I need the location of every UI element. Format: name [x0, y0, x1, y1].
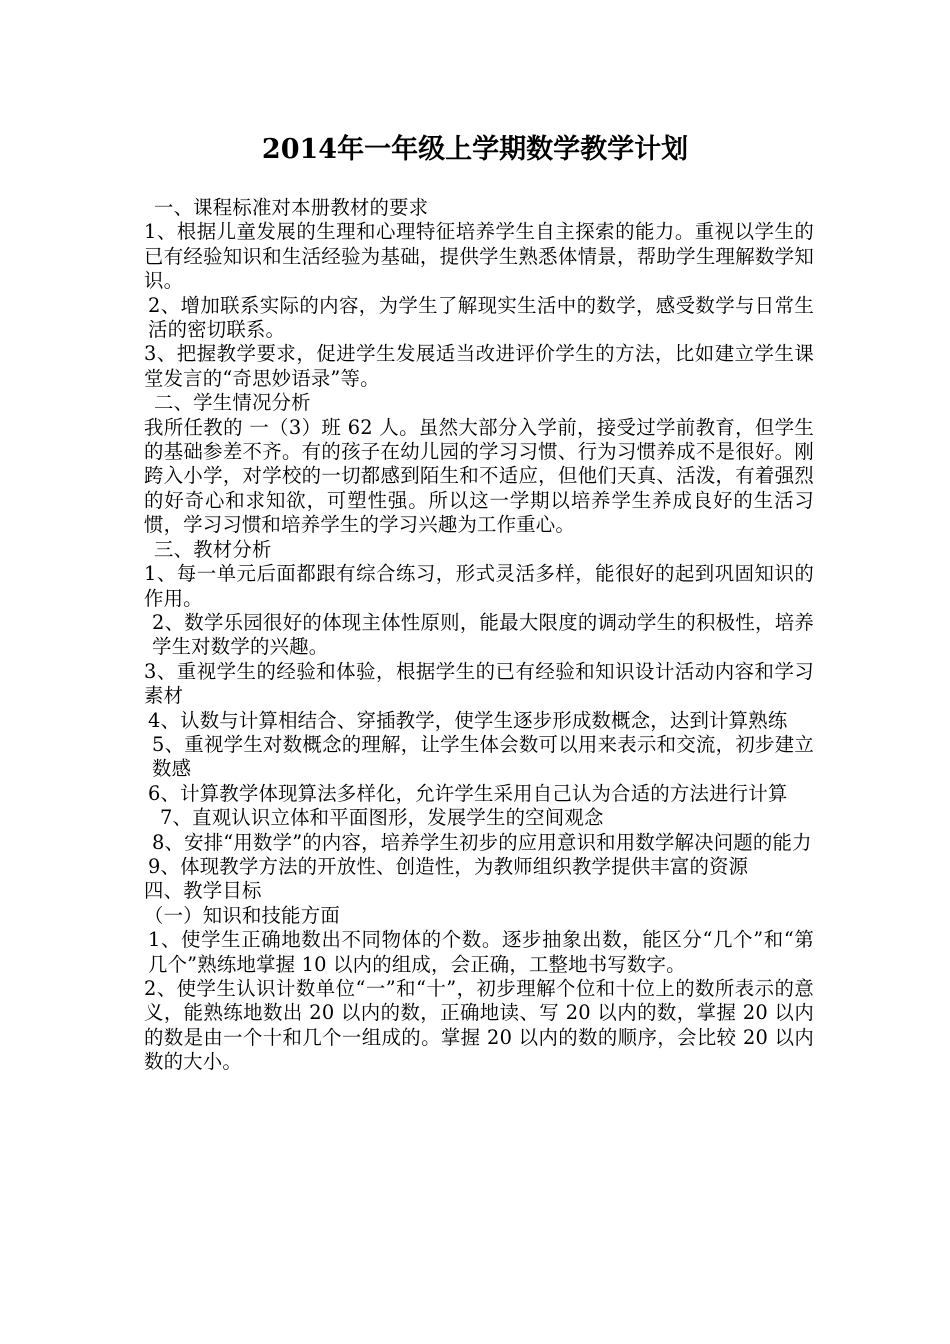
paragraph: 9、体现教学方法的开放性、创造性，为教师组织教学提供丰富的资源: [148, 854, 749, 878]
paragraph: 8、安排“用数学”的内容，培养学生初步的应用意识和用数学解决问题的能力: [152, 830, 812, 854]
paragraph: 4、认数与计算相结合、穿插教学，使学生逐步形成数概念，达到计算熟练: [148, 708, 788, 732]
paragraph: 6、计算教学体现算法多样化，允许学生采用自己认为合适的方法进行计算: [148, 781, 788, 805]
paragraph: 3、把握教学要求，促进学生发展适当改进评价学生的方法，比如建立学生课堂发言的“奇思妙语录”等。: [144, 342, 814, 390]
paragraph: 1、每一单元后面都跟有综合练习，形式灵活多样，能很好的起到巩固知识的作用。: [144, 562, 814, 610]
section-heading-1: 一、课程标准对本册教材的要求: [154, 196, 429, 219]
paragraph: 1、使学生正确地数出不同物体的个数。逐步抽象出数，能区分“几个”和“第几个”熟练地掌握 10 以内的组成，会正确，工整地书写数字。: [148, 928, 814, 976]
paragraph: 2、使学生认识计数单位“一”和“十”，初步理解个位和十位上的数所表示的意义，能熟练地数出 20 以内的数，正确地读、写 20 以内的数，掌握 20 以内的数是由一个十和几个一组成的。掌握 20 以内的数的顺序，会比较 20 以内数的大小。: [144, 977, 814, 1074]
section-heading-2: 二、学生情况分析: [154, 391, 311, 415]
document-title: 2014年一年级上学期数学教学计划: [261, 134, 689, 165]
paragraph: 3、重视学生的经验和体验，根据学生的已有经验和知识设计活动内容和学习素材: [144, 659, 814, 708]
paragraph: 1、根据儿童发展的生理和心理特征培养学生自主探索的能力。重视以学生的已有经验知识和生活经验为基础，提供学生熟悉体情景，帮助学生理解数学知识。: [144, 220, 814, 293]
document-body: [144, 196, 814, 1075]
paragraph: 5、重视学生对数概念的理解，让学生体会数可以用来表示和交流，初步建立数感: [152, 732, 814, 781]
paragraph: 2、数学乐园很好的体现主体性原则，能最大限度的调动学生的积极性，培养学生对数学的兴趣。: [152, 610, 814, 659]
subsection-heading: （一）知识和技能方面: [144, 903, 340, 927]
paragraph: 2、增加联系实际的内容，为学生了解现实生活中的数学，感受数学与日常生活的密切联系。: [148, 293, 814, 342]
section-heading-3: 三、教材分析: [154, 537, 272, 561]
section-heading-4: 四、教学目标: [144, 879, 262, 903]
paragraph: 我所任教的 一（3）班 62 人。虽然大部分入学前，接受过学前教育，但学生的基础参差不齐。有的孩子在幼儿园的学习习惯、行为习惯养成不是很好。刚跨入小学，对学校的一切都感到陌生和不适应，但他们天真、活泼，有着强烈的好奇心和求知欲，可塑性强。所以这一学期以培养学生养成良好的生活习惯，学习习惯和培养学生的学习兴趣为工作重心。: [144, 415, 814, 537]
paragraph: 7、直观认识立体和平面图形，发展学生的空间观念: [160, 806, 604, 830]
